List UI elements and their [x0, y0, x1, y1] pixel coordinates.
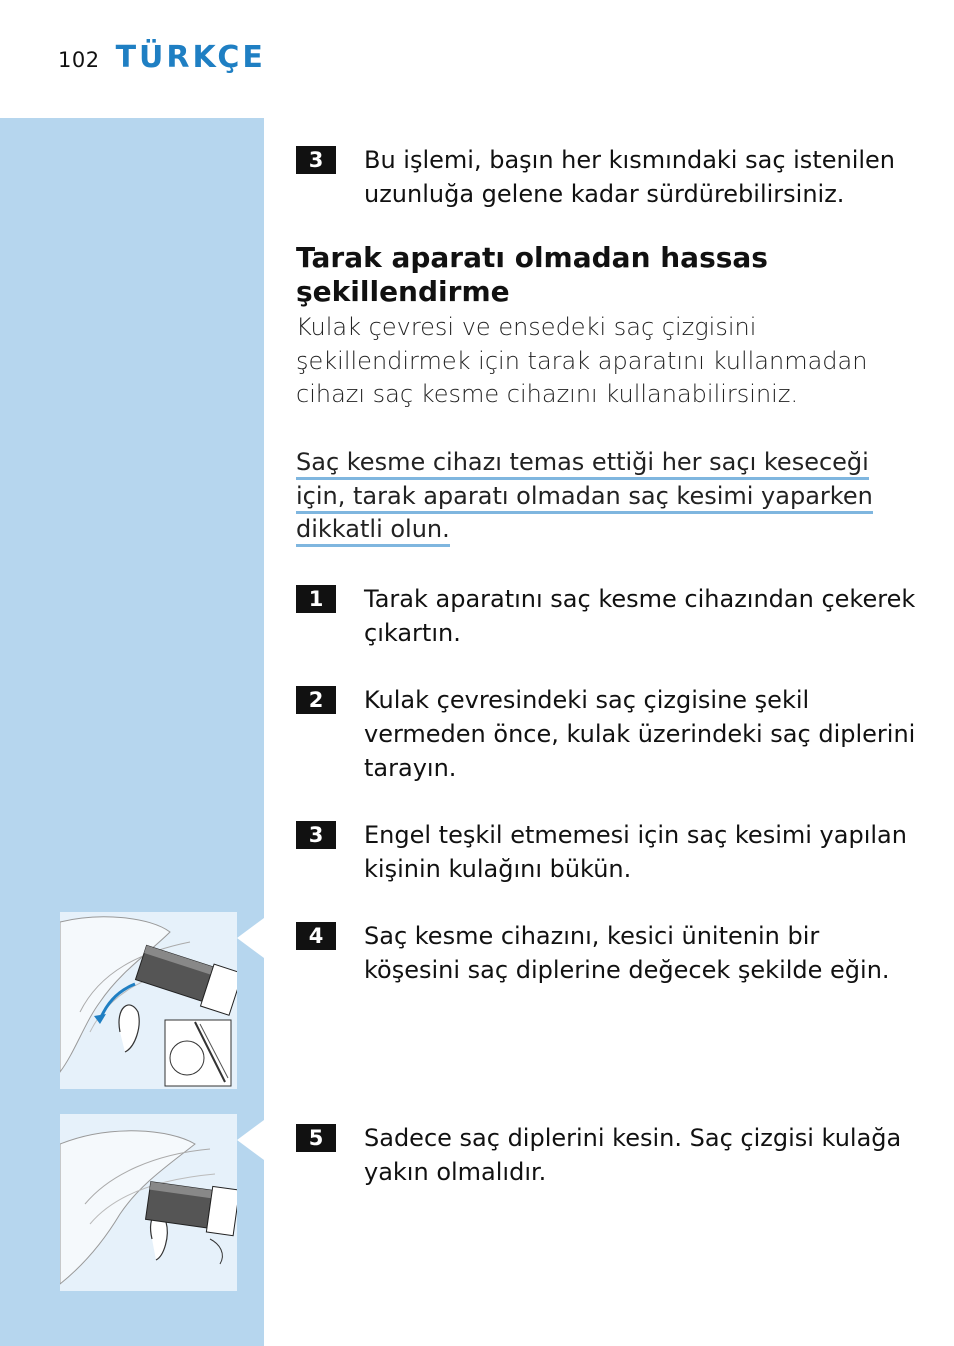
- step-number-badge: 4: [296, 922, 336, 950]
- page-number: 102: [58, 48, 100, 72]
- step-item: [296, 818, 916, 886]
- trimmer-tilt-icon: [60, 912, 237, 1089]
- step-text: Kulak çevresindeki saç çizgisine şekil vermeden önce, kulak üzerindeki saç diplerini tarayın.: [364, 686, 916, 782]
- step-text: Bu işlemi, başın her kısmındaki saç istenilen uzunluğa gelene kadar sürdürebilirsiniz.: [364, 146, 896, 208]
- page-header: [58, 40, 266, 75]
- step-text: Sadece saç diplerini kesin. Saç çizgisi kulağa yakın olmalıdır.: [364, 1124, 902, 1186]
- section-intro: Kulak çevresi ve ensedeki saç çizgisini şekillendirmek için tarak aparatını kullanmadan cihazı saç kesme cihazını kullanabilirsiniz.: [296, 313, 868, 408]
- step-item: [296, 1121, 916, 1189]
- step-number-badge: 1: [296, 585, 336, 613]
- step-item: [296, 919, 916, 987]
- warning-note: [296, 446, 876, 547]
- language-title: TÜRKÇE: [115, 40, 266, 75]
- step-item: [296, 143, 916, 211]
- illustration-pointer: [237, 918, 264, 958]
- illustration-pointer: [237, 1120, 264, 1160]
- step-text: Engel teşkil etmemesi için saç kesimi yapılan kişinin kulağını bükün.: [364, 821, 907, 883]
- hair-trimmer-tilt-illustration: [60, 912, 237, 1089]
- step-item: [296, 683, 916, 785]
- section-heading: Tarak aparatı olmadan hassas şekillendirme: [296, 241, 768, 308]
- trimmer-cut-icon: [60, 1114, 237, 1291]
- hair-trimmer-cut-illustration: [60, 1114, 237, 1291]
- warning-text: Saç kesme cihazı temas ettiği her saçı keseceği için, tarak aparatı olmadan saç kesimi yaparken dikkatli olun.: [296, 448, 873, 547]
- step-text: Tarak aparatını saç kesme cihazından çekerek çıkartın.: [364, 585, 916, 647]
- step-number-badge: 3: [296, 146, 336, 174]
- step-text: Saç kesme cihazını, kesici ünitenin bir köşesini saç diplerine değecek şekilde eğin.: [364, 922, 890, 984]
- step-number-badge: 3: [296, 821, 336, 849]
- step-number-badge: 5: [296, 1124, 336, 1152]
- step-item: [296, 582, 916, 650]
- step-number-badge: 2: [296, 686, 336, 714]
